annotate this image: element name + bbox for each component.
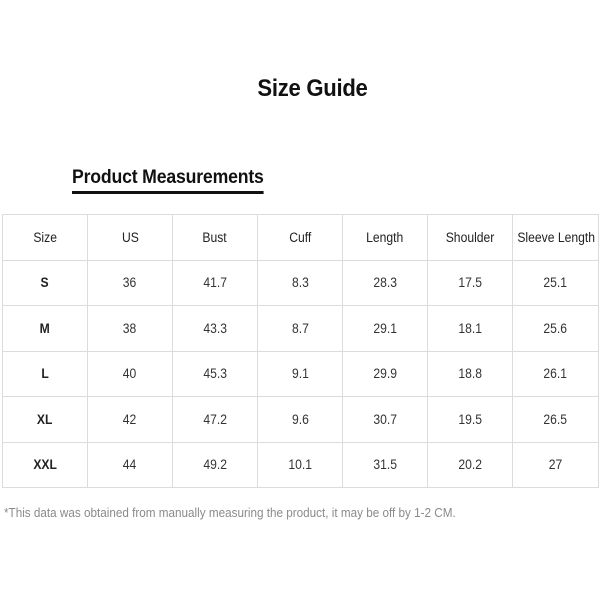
shoulder-cell	[428, 306, 513, 352]
cell-value: 26.1	[543, 366, 568, 382]
cell-value: 27	[548, 457, 563, 473]
cell-value: 10.1	[288, 457, 312, 473]
cell-value: 8.3	[291, 275, 309, 291]
column-header-label: Length	[366, 229, 404, 245]
header-row	[3, 215, 599, 261]
shoulder-cell	[428, 260, 513, 306]
us-cell	[88, 306, 173, 352]
table-header	[3, 215, 599, 261]
cell-value: 9.1	[291, 366, 309, 382]
size-cell	[3, 442, 88, 488]
cell-value: 8.7	[291, 320, 309, 336]
shoulder-cell	[428, 397, 513, 443]
cell-value: 40	[123, 366, 137, 382]
length-cell	[343, 306, 428, 352]
sleeve-length-cell	[513, 260, 599, 306]
column-header-label: Shoulder	[445, 229, 495, 245]
column-header-sleeve-length	[513, 215, 599, 261]
table-row	[3, 397, 599, 443]
bust-cell	[173, 397, 258, 443]
cell-value: 44	[123, 457, 137, 473]
table-row	[3, 306, 599, 352]
size-cell	[3, 306, 88, 352]
size-cell	[3, 397, 88, 443]
cell-value: 26.5	[543, 411, 568, 427]
table-row	[3, 260, 599, 306]
cell-value: 17.5	[458, 275, 482, 291]
column-header-length	[343, 215, 428, 261]
column-header-cuff	[258, 215, 343, 261]
column-header-size	[3, 215, 88, 261]
cell-value: XL	[37, 411, 53, 427]
us-cell	[88, 397, 173, 443]
cell-value: 49.2	[203, 457, 227, 473]
cell-value: 20.2	[458, 457, 482, 473]
footnote: *This data was obtained from manually measuring the product, it may be off by 1-2 CM.	[4, 505, 456, 520]
bust-cell	[173, 442, 258, 488]
column-header-label: Cuff	[288, 229, 312, 245]
sleeve-length-cell	[513, 306, 599, 352]
column-header-label: Size	[33, 229, 57, 245]
cell-value: 9.6	[291, 411, 309, 427]
cell-value: L	[41, 366, 49, 382]
cell-value: 31.5	[373, 457, 397, 473]
column-header-bust	[173, 215, 258, 261]
cell-value: 47.2	[203, 411, 227, 427]
cell-value: 19.5	[458, 411, 482, 427]
cuff-cell	[258, 397, 343, 443]
size-cell	[3, 351, 88, 397]
cell-value: XXL	[33, 457, 57, 473]
length-cell	[343, 351, 428, 397]
cell-value: 36	[123, 275, 137, 291]
cell-value: 18.1	[458, 320, 482, 336]
us-cell	[88, 351, 173, 397]
cell-value: 25.6	[543, 320, 568, 336]
cell-value: 42	[123, 411, 137, 427]
cell-value: 29.1	[373, 320, 397, 336]
cell-value: 25.1	[543, 275, 568, 291]
sleeve-length-cell	[513, 351, 599, 397]
column-header-label: US	[121, 229, 139, 245]
section-heading: Product Measurements	[72, 167, 264, 194]
cell-value: 45.3	[203, 366, 227, 382]
cell-value: 38	[123, 320, 137, 336]
cell-value: 18.8	[458, 366, 482, 382]
page-title: Size Guide	[257, 75, 368, 102]
length-cell	[343, 442, 428, 488]
cell-value: 28.3	[373, 275, 397, 291]
cell-value: 29.9	[373, 366, 397, 382]
cell-value: S	[40, 275, 50, 291]
column-header-label: Bust	[202, 229, 228, 245]
cuff-cell	[258, 306, 343, 352]
length-cell	[343, 260, 428, 306]
cell-value: 43.3	[203, 320, 227, 336]
measurements-table	[2, 214, 599, 488]
section-heading-container	[72, 167, 278, 194]
size-cell	[3, 260, 88, 306]
cell-value: M	[39, 320, 51, 336]
sleeve-length-cell	[513, 442, 599, 488]
table-row	[3, 351, 599, 397]
cuff-cell	[258, 351, 343, 397]
column-header-label: Sleeve Length	[517, 229, 596, 245]
shoulder-cell	[428, 351, 513, 397]
column-header-us	[88, 215, 173, 261]
sleeve-length-cell	[513, 397, 599, 443]
length-cell	[343, 397, 428, 443]
bust-cell	[173, 260, 258, 306]
shoulder-cell	[428, 442, 513, 488]
us-cell	[88, 260, 173, 306]
table-body	[3, 260, 599, 488]
cuff-cell	[258, 442, 343, 488]
cuff-cell	[258, 260, 343, 306]
us-cell	[88, 442, 173, 488]
column-header-shoulder	[428, 215, 513, 261]
bust-cell	[173, 306, 258, 352]
cell-value: 30.7	[373, 411, 397, 427]
table-row	[3, 442, 599, 488]
cell-value: 41.7	[203, 275, 227, 291]
bust-cell	[173, 351, 258, 397]
